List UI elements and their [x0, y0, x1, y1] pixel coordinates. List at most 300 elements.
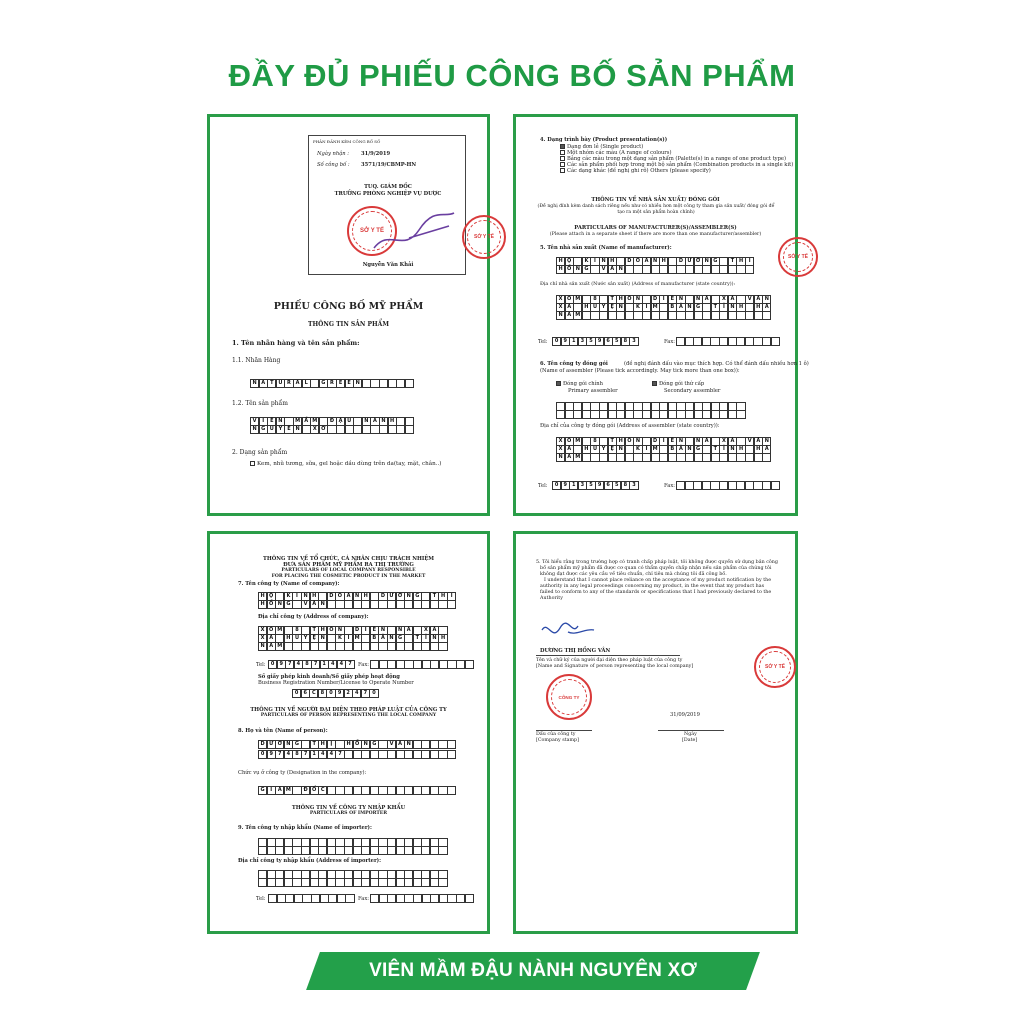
grid-cell	[465, 660, 474, 669]
grid-cell	[438, 846, 447, 855]
grid-cell: B	[668, 303, 677, 312]
grid-cell: 8	[302, 660, 311, 669]
grid-cell: 7	[335, 750, 344, 759]
assembler-address-label: Địa chỉ của công ty đóng gói (Address of assembler (state country)):	[540, 423, 720, 429]
grid-cell: R	[327, 379, 336, 388]
grid-cell: N	[762, 437, 771, 446]
grid-cell: I	[642, 445, 651, 454]
grid-cell: H	[258, 592, 267, 601]
grid-cell: 4	[318, 750, 327, 759]
grid-cell: Â	[310, 600, 319, 609]
option-5: Các dạng khác (đề nghị ghi rõ) Others (please specify)	[567, 168, 711, 174]
page-headline: ĐẦY ĐỦ PHIẾU CÔNG BỐ SẢN PHẨM	[228, 58, 796, 93]
grid-cell: I	[447, 592, 456, 601]
grid-cell: Á	[565, 445, 574, 454]
grid-cell: M	[651, 445, 660, 454]
signature-mark	[369, 208, 459, 256]
grid-cell: N	[353, 379, 362, 388]
grid-cell	[438, 642, 447, 651]
tel-label-4: Tel:	[256, 896, 266, 902]
form-subtitle: THÔNG TIN SẢN PHẨM	[308, 321, 389, 328]
date-label: Ngày nhận :	[317, 151, 350, 157]
grid-cell: N	[616, 265, 625, 274]
grid-cell: Á	[267, 634, 276, 643]
grid-cell: 1	[569, 337, 578, 346]
tel-label-3: Tel:	[256, 662, 266, 668]
date-value: 31/9/2019	[361, 151, 391, 157]
grid-cell: N	[728, 445, 737, 454]
grid-cell: 6	[604, 337, 613, 346]
grid-cell: A	[344, 592, 353, 601]
manufacturer-heading-en: PARTICULARS OF MANUFACTURER(S)/ASSEMBLER(S)	[574, 225, 737, 231]
edge-seal-4: SỞ Y TẾ	[754, 646, 796, 688]
section-6-note: (đề nghị đánh dấu vào mục thích hợp. Có thể đánh dấu nhiều hơn 1 ô)	[624, 361, 809, 367]
grid-cell: 8	[621, 337, 630, 346]
grid-cell: N	[676, 437, 685, 446]
grid-cell: Ó	[565, 437, 574, 446]
grid-cell	[345, 894, 354, 903]
grid-cell: N	[378, 626, 387, 635]
grid-cell: L	[302, 379, 311, 388]
representative-heading-en: PARTICULARS OF PERSON REPRESENTING THE LOCAL COMPANY	[260, 713, 437, 718]
grid-cell: X	[258, 634, 267, 643]
grid-cell: Ă	[754, 295, 763, 304]
grid-cell: 3	[629, 337, 638, 346]
grid-cell: X	[719, 295, 728, 304]
grid-cell: T	[608, 295, 617, 304]
grid-cell: I	[642, 303, 651, 312]
grid-cell: N	[396, 626, 405, 635]
grid-cell: T	[413, 634, 422, 643]
grid-cell	[465, 894, 474, 903]
grid-cell	[447, 750, 456, 759]
fax-label-2: Fax:	[664, 483, 676, 489]
grid-cell: U	[267, 425, 276, 434]
grid-cell: T	[430, 592, 439, 601]
responsible-heading-3: PARTICULARS OF LOCAL COMPANY RESPONSIBLE	[281, 568, 416, 573]
grid-cell: 0	[552, 337, 561, 346]
grid-cell: V	[387, 740, 396, 749]
grid-cell: Ư	[387, 592, 396, 601]
grid-cell: K	[284, 592, 293, 601]
date-value: 31/09/2019	[670, 712, 700, 718]
grid-cell: 7	[275, 750, 284, 759]
grid-cell: Á	[430, 626, 439, 635]
checkbox-icon	[560, 150, 565, 155]
grid-cell: M	[310, 417, 319, 426]
grid-cell: T	[310, 740, 319, 749]
grid-cell: 9	[277, 660, 286, 669]
grid-cell: 7	[311, 660, 320, 669]
option-3: Bảng các màu trong một dạng sản phẩm (Palette(s) in a range of one product type)	[567, 156, 786, 162]
form-option-row	[250, 461, 441, 467]
grid-cell: H	[438, 592, 447, 601]
person-grid	[258, 740, 456, 749]
grid-cell: Đ	[327, 417, 336, 426]
grid-cell: 5	[586, 337, 595, 346]
grid-cell: 1	[320, 660, 329, 669]
grid-cell: X	[556, 295, 565, 304]
form-option-text: Kem, nhũ tương, sữa, gel hoặc dầu dùng trên da(tay, mặt, chân..)	[257, 461, 442, 467]
grid-cell: Ỉ	[719, 303, 728, 312]
grid-cell: Â	[396, 740, 405, 749]
grid-cell: 4	[294, 660, 303, 669]
date-label: Ngày	[684, 732, 697, 737]
grid-cell: X	[310, 425, 319, 434]
grid-cell: N	[275, 600, 284, 609]
grid-cell: Ị	[327, 740, 336, 749]
grid-cell: Ư	[685, 257, 694, 266]
grid-cell: B	[668, 445, 677, 454]
grid-cell: T	[267, 379, 276, 388]
footer-title: VIÊN MẦM ĐẬU NÀNH NGUYÊN XƠ	[369, 960, 697, 981]
grid-cell: G	[711, 257, 720, 266]
grid-cell: M	[293, 417, 302, 426]
sign-label-en: [Name and Signature of person representing the local company]	[536, 664, 694, 669]
grid-cell: 4	[284, 750, 293, 759]
importer-heading: THÔNG TIN VỀ CÔNG TY NHẬP KHẨU	[291, 805, 406, 811]
grid-cell: A	[565, 311, 574, 320]
grid-cell: N	[362, 417, 371, 426]
grid-cell: T	[608, 437, 617, 446]
grid-cell: Ộ	[267, 592, 276, 601]
checkbox-icon	[250, 461, 255, 466]
grid-cell: N	[430, 634, 439, 643]
grid-cell	[447, 786, 456, 795]
grid-cell: N	[379, 417, 388, 426]
assembler-grid-row-2	[556, 410, 745, 419]
checkbox-icon	[560, 156, 565, 161]
grid-cell: K	[582, 257, 591, 266]
checkbox-icon	[560, 162, 565, 167]
grid-cell: M	[353, 634, 362, 643]
grid-cell: E	[345, 379, 354, 388]
grid-cell: M	[573, 453, 582, 462]
document-page-1	[207, 114, 494, 516]
grid-cell: H	[616, 437, 625, 446]
grid-cell: N	[318, 600, 327, 609]
grid-cell	[771, 481, 780, 490]
grid-cell: H	[608, 257, 617, 266]
grid-cell: Ê	[370, 626, 379, 635]
grid-cell: Ỉ	[421, 634, 430, 643]
grid-cell: A	[259, 379, 268, 388]
grid-cell: C	[318, 786, 327, 795]
declaration-line-4: I understand that I cannot place reliance on the acceptance of my product notification by the	[544, 578, 772, 583]
health-department-seal: SỞ Y TẾ	[347, 206, 397, 256]
grid-cell: Á	[702, 437, 711, 446]
stamp-header: PHÂN ĐẤNH KÈM CÔNG BỐ SỐ	[313, 139, 381, 144]
grid-cell: Ơ	[396, 592, 405, 601]
grid-cell: N	[702, 257, 711, 266]
company-grid-row-2	[258, 600, 456, 609]
grid-cell	[762, 453, 771, 462]
grid-cell: 0	[552, 481, 561, 490]
grid-cell: Ê	[267, 417, 276, 426]
grid-cell: I	[292, 592, 301, 601]
grid-cell: 0	[369, 689, 378, 698]
grid-cell: N	[573, 265, 582, 274]
grid-cell: Ố	[310, 786, 319, 795]
grid-cell	[438, 878, 447, 887]
grid-cell: G	[370, 740, 379, 749]
grid-cell: N	[694, 437, 703, 446]
grid-cell: Đ	[301, 786, 310, 795]
grid-cell: M	[284, 786, 293, 795]
grid-cell: Ồ	[565, 265, 574, 274]
grid-cell: 7	[361, 689, 370, 698]
grid-cell: H	[258, 600, 267, 609]
grid-cell: G	[319, 379, 328, 388]
signer-name: DƯƠNG THỊ HỒNG VÂN	[540, 648, 611, 654]
grid-cell: U	[590, 445, 599, 454]
grid-cell: 9	[561, 337, 570, 346]
tel-grid	[552, 337, 638, 346]
grid-cell: V	[250, 417, 259, 426]
section-6-heading: 6. Tên công ty đóng gói	[540, 361, 608, 367]
fax-grid	[676, 337, 779, 346]
grid-cell: O	[633, 257, 642, 266]
number-value: 3571/19/CBMP-HN	[361, 162, 417, 168]
fax-label: Fax:	[664, 339, 676, 345]
grid-cell: D	[676, 257, 685, 266]
date-label-en: [Date]	[682, 738, 698, 743]
grid-cell: M	[651, 303, 660, 312]
grid-cell: M	[275, 642, 284, 651]
grid-cell: Â	[608, 265, 617, 274]
grid-cell: 4	[328, 660, 337, 669]
option-1: Dạng đơn lẻ (Single product)	[567, 144, 644, 150]
grid-cell: 0	[292, 689, 301, 698]
grid-cell: I	[361, 626, 370, 635]
grid-cell: Ê	[668, 295, 677, 304]
grid-cell: N	[258, 642, 267, 651]
grid-cell: 3	[578, 337, 587, 346]
manufacturer-grid-row-2	[556, 265, 754, 274]
grid-cell: Ă	[754, 437, 763, 446]
option-2: Một nhóm các màu (A range of colours)	[567, 150, 672, 156]
grid-cell: 6	[604, 481, 613, 490]
grid-cell: N	[556, 453, 565, 462]
grid-cell: Ệ	[608, 445, 617, 454]
grid-cell: 7	[285, 660, 294, 669]
grid-cell: Á	[565, 303, 574, 312]
grid-cell: G	[284, 600, 293, 609]
grid-cell: N	[556, 311, 565, 320]
grid-cell: H	[736, 303, 745, 312]
grid-cell: 9	[267, 750, 276, 759]
grid-cell: H	[556, 257, 565, 266]
fax-grid-2	[676, 481, 779, 490]
grid-cell: G	[413, 592, 422, 601]
grid-cell: Ư	[267, 740, 276, 749]
grid-cell: 9	[335, 689, 344, 698]
grid-cell	[762, 311, 771, 320]
grid-cell: H	[310, 592, 319, 601]
grid-cell: N	[599, 257, 608, 266]
grid-cell: N	[633, 295, 642, 304]
section-1-heading: 1. Tên nhãn hàng và tên sản phẩm:	[232, 339, 360, 347]
grid-cell: Ơ	[694, 257, 703, 266]
grid-cell: G	[396, 634, 405, 643]
grid-cell: A	[642, 257, 651, 266]
grid-cell: 8	[590, 437, 599, 446]
importer-heading-en: PARTICULARS OF IMPORTER	[309, 811, 388, 816]
grid-cell: Ê	[284, 425, 293, 434]
grid-cell: 8	[318, 689, 327, 698]
edge-seal: SỞ Y TẾ	[462, 215, 506, 259]
grid-cell: G	[292, 740, 301, 749]
document-page-3	[207, 531, 490, 934]
section-5-heading: 5. Tên nhà sản xuất (Name of manufacturer):	[540, 245, 672, 251]
grid-cell: Ơ	[319, 425, 328, 434]
grid-cell: D	[353, 626, 362, 635]
importer-address-label: Địa chỉ công ty nhập khẩu (Address of importer):	[238, 858, 382, 864]
grid-cell: T	[310, 626, 319, 635]
grid-cell: Ộ	[565, 257, 574, 266]
grid-cell: X	[556, 303, 565, 312]
product-label: 1.2. Tên sản phẩm	[232, 400, 288, 407]
grid-cell: D	[258, 740, 267, 749]
grid-cell: 9	[561, 481, 570, 490]
brand-grid	[250, 379, 413, 388]
declaration-line-6: failed to conform to any of the standards or specifications that I had previously declared to the	[540, 590, 772, 595]
declaration-line-5: authority in any legal proceedings concerning my product, in the event that my product has	[540, 584, 765, 589]
grid-cell: Á	[728, 437, 737, 446]
grid-cell: 2	[344, 689, 353, 698]
grid-cell: 0	[326, 689, 335, 698]
grid-cell: V	[745, 295, 754, 304]
position-grid	[258, 786, 456, 795]
grid-cell: H	[616, 295, 625, 304]
section-6-en: (Name of assembler (Please tick accordingly. May tick more than one box)):	[540, 368, 740, 374]
grid-cell: Ô	[327, 626, 336, 635]
grid-cell: Ô	[625, 295, 634, 304]
declaration-line-1: 5. Tôi hiểu rằng trong trường hợp có tranh chấp pháp luật, tôi không được quyền sử dụng bản công	[536, 560, 778, 565]
grid-cell: H	[582, 445, 591, 454]
manufacturer-address-label: Địa chỉ nhà sản xuất (Nước sản xuất) (Address of manufacturer (state country)):	[540, 282, 736, 287]
tel-grid-2	[552, 481, 638, 490]
company-address-label: Địa chỉ công ty (Address of company):	[258, 614, 369, 620]
company-seal: CÔNG TY	[546, 674, 592, 720]
grid-cell: À	[762, 303, 771, 312]
grid-cell: K	[633, 445, 642, 454]
grid-cell: U	[590, 303, 599, 312]
grid-cell: N	[387, 634, 396, 643]
grid-cell: G	[694, 445, 703, 454]
signature-mark	[538, 618, 598, 646]
grid-cell: M	[573, 311, 582, 320]
grid-cell: G	[694, 303, 703, 312]
grid-cell: G	[582, 265, 591, 274]
grid-cell	[771, 337, 780, 346]
grid-cell: N	[676, 295, 685, 304]
grid-cell: N	[301, 592, 310, 601]
grid-cell: N	[318, 634, 327, 643]
grid-cell: N	[685, 303, 694, 312]
person-tel-grid	[258, 750, 456, 759]
grid-cell: N	[284, 740, 293, 749]
signer-name: Nguyễn Văn Khải	[362, 262, 414, 268]
number-label: Số công bố :	[317, 162, 350, 168]
responsible-heading-1: THÔNG TIN VỀ TỔ CHỨC, CÁ NHÂN CHỊU TRÁCH NHIỆM	[262, 556, 435, 562]
grid-cell: N	[353, 592, 362, 601]
grid-cell: 8	[621, 481, 630, 490]
grid-cell: 5	[612, 337, 621, 346]
grid-cell	[405, 425, 414, 434]
grid-cell: Ả	[378, 634, 387, 643]
grid-cell: K	[633, 303, 642, 312]
secondary-assembler-en: Secondary assembler	[664, 388, 721, 394]
grid-cell: A	[565, 453, 574, 462]
responsible-heading-4: FOR PLACING THE COSMETIC PRODUCT IN THE MARKET	[271, 574, 426, 579]
sign-label: Tên và chữ ký của người đại diện theo pháp luật của công ty	[536, 658, 683, 663]
grid-cell: N	[404, 740, 413, 749]
grid-cell: N	[762, 295, 771, 304]
declaration-line-7: Authority	[540, 596, 563, 601]
grid-cell: 3	[629, 481, 638, 490]
grid-cell: H	[582, 303, 591, 312]
grid-cell: O	[335, 592, 344, 601]
manufacturer-note-en: (Please attach in a separate sheet if there are more than one manufacturer/assembler)	[549, 232, 762, 237]
grid-cell: A	[267, 642, 276, 651]
checked-box-icon	[556, 381, 561, 386]
section-9-heading: 9. Tên công ty nhập khẩu (Name of importer):	[238, 825, 372, 831]
edge-seal-2: SỞ Y TẾ	[778, 237, 818, 277]
document-page-2	[513, 114, 809, 516]
grid-cell: I	[344, 634, 353, 643]
grid-cell: H	[318, 740, 327, 749]
grid-cell: U	[292, 634, 301, 643]
grid-cell: Ầ	[302, 417, 311, 426]
grid-cell: U	[345, 417, 354, 426]
grid-cell: X	[421, 626, 430, 635]
grid-cell: 7	[301, 750, 310, 759]
grid-cell: 4	[337, 660, 346, 669]
grid-cell: G	[258, 786, 267, 795]
grid-cell: Ê	[668, 437, 677, 446]
grid-cell	[447, 600, 456, 609]
tel-label: Tel:	[538, 339, 548, 345]
grid-cell: I	[590, 257, 599, 266]
document-page-4	[513, 531, 798, 934]
grid-cell: V	[745, 437, 754, 446]
grid-cell: 8	[292, 626, 301, 635]
grid-cell: R	[284, 379, 293, 388]
grid-cell: Y	[599, 445, 608, 454]
importer-address-row-2	[258, 878, 447, 887]
stamp-label: Dấu của công ty	[536, 732, 576, 737]
grid-cell: Á	[404, 626, 413, 635]
grid-cell: I	[259, 417, 268, 426]
grid-cell: 9	[595, 481, 604, 490]
grid-cell	[447, 740, 456, 749]
grid-cell: I	[745, 257, 754, 266]
tel-grid-4	[268, 894, 354, 903]
grid-cell: H	[284, 634, 293, 643]
declaration-line-3: không đạt được các yêu cầu về tiêu chuẩn, chỉ tiêu mà chúng tôi đã công bố.	[540, 572, 727, 577]
grid-cell: N	[404, 592, 413, 601]
grid-cell: K	[335, 634, 344, 643]
grid-cell: H	[388, 417, 397, 426]
grid-cell: 3	[578, 481, 587, 490]
grid-cell: T	[711, 445, 720, 454]
grid-cell: D	[327, 592, 336, 601]
stamp-label-en: [Company stamp]	[536, 738, 579, 743]
grid-cell: 6	[301, 689, 310, 698]
section-8-heading: 8. Họ và tên (Name of person):	[238, 728, 328, 734]
address-grid-row-3	[556, 311, 771, 320]
